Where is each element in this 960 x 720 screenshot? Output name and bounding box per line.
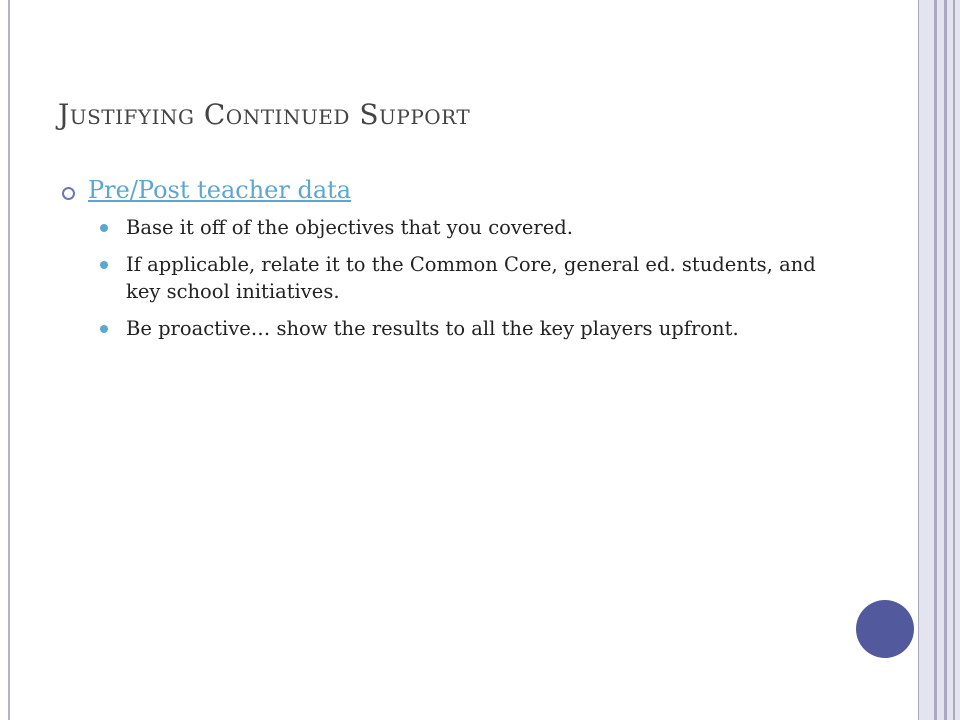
sub-bullet-text: Base it off of the objectives that you covered. — [126, 215, 573, 239]
bullet-item — [62, 176, 822, 205]
right-stripe — [944, 0, 947, 720]
sub-bullet-text: Be proactive… show the results to all the key players upfront. — [126, 316, 739, 340]
sub-bullet-list — [62, 215, 822, 343]
circle-bullet-icon — [62, 187, 75, 200]
right-stripe — [934, 0, 937, 720]
slide-title: Justifying Continued Support — [58, 98, 471, 131]
sub-bullet-item — [62, 252, 822, 306]
pre-post-teacher-data-link[interactable]: Pre/Post teacher data — [88, 176, 352, 204]
sub-bullet-item — [62, 316, 822, 343]
dot-bullet-icon — [100, 261, 108, 269]
right-stripe — [953, 0, 955, 720]
decorative-circle — [856, 600, 914, 658]
left-border-line — [8, 0, 10, 720]
sub-bullet-text: If applicable, relate it to the Common Core, general ed. students, and key school initiatives. — [126, 252, 816, 303]
slide-content — [62, 176, 822, 352]
sub-bullet-item — [62, 215, 822, 242]
dot-bullet-icon — [100, 224, 108, 232]
dot-bullet-icon — [100, 325, 108, 333]
